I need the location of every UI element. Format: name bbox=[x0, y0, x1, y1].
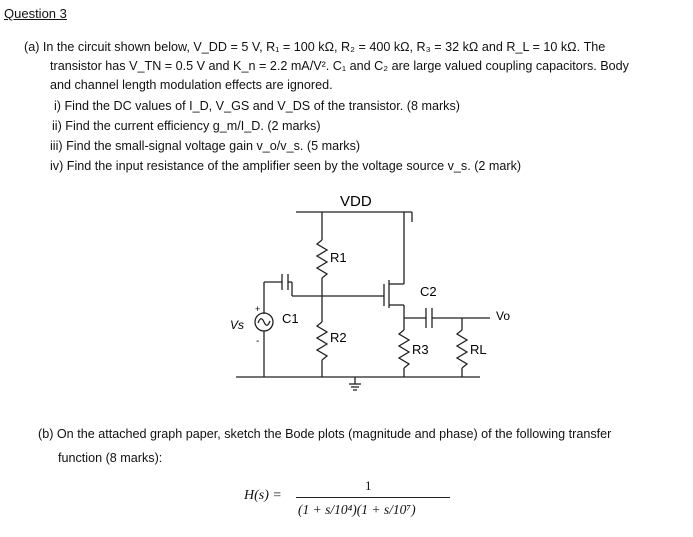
r1-label: R1 bbox=[330, 250, 347, 265]
c1-label: C1 bbox=[282, 311, 299, 326]
part-b-line-1: (b) On the attached graph paper, sketch the Bode plots (magnitude and phase) of the following transfer bbox=[38, 427, 612, 441]
r3-resistor bbox=[399, 330, 409, 368]
transfer-function-denominator: (1 + s/10⁴)(1 + s/10⁷) bbox=[298, 502, 416, 517]
vo-label: Vo bbox=[496, 309, 511, 323]
c2-label: C2 bbox=[420, 284, 437, 299]
question-title: Question 3 bbox=[4, 6, 67, 21]
part-a-line-1: (a) In the circuit shown below, V_DD = 5 V, R₁ = 100 kΩ, R₂ = 400 kΩ, R₃ = 32 kΩ and R_L = 10 kΩ. The bbox=[24, 40, 606, 54]
source-minus: - bbox=[256, 336, 260, 347]
r2-label: R2 bbox=[330, 330, 347, 345]
transfer-function-numerator: 1 bbox=[365, 478, 372, 493]
r1-resistor bbox=[317, 240, 327, 278]
part-a-item-iii: iii) Find the small-signal voltage gain v_o/v_s. (5 marks) bbox=[50, 139, 361, 153]
vdd-label: VDD bbox=[340, 193, 372, 210]
part-a-item-ii: ii) Find the current efficiency g_m/I_D. (2 marks) bbox=[52, 119, 321, 133]
transfer-function-lhs: H(s) = bbox=[244, 488, 282, 503]
rl-label: RL bbox=[470, 342, 487, 357]
vs-label: Vs bbox=[230, 318, 245, 332]
r2-resistor bbox=[317, 322, 327, 360]
part-b-line-2: function (8 marks): bbox=[58, 451, 163, 465]
part-a-line-2: transistor has V_TN = 0.5 V and K_n = 2.2 mA/V². C₁ and C₂ are large valued coupling capacitors. Body bbox=[50, 59, 629, 73]
part-a-item-i: i) Find the DC values of I_D, V_GS and V_DS of the transistor. (8 marks) bbox=[54, 99, 460, 113]
source-plus: + bbox=[255, 304, 261, 314]
fraction-bar bbox=[296, 497, 450, 498]
part-a-line-3: and channel length modulation effects are ignored. bbox=[50, 78, 333, 92]
part-a-item-iv: iv) Find the input resistance of the amplifier seen by the voltage source v_s. (2 mark) bbox=[50, 159, 522, 173]
rl-resistor bbox=[457, 330, 467, 368]
r3-label: R3 bbox=[412, 342, 429, 357]
